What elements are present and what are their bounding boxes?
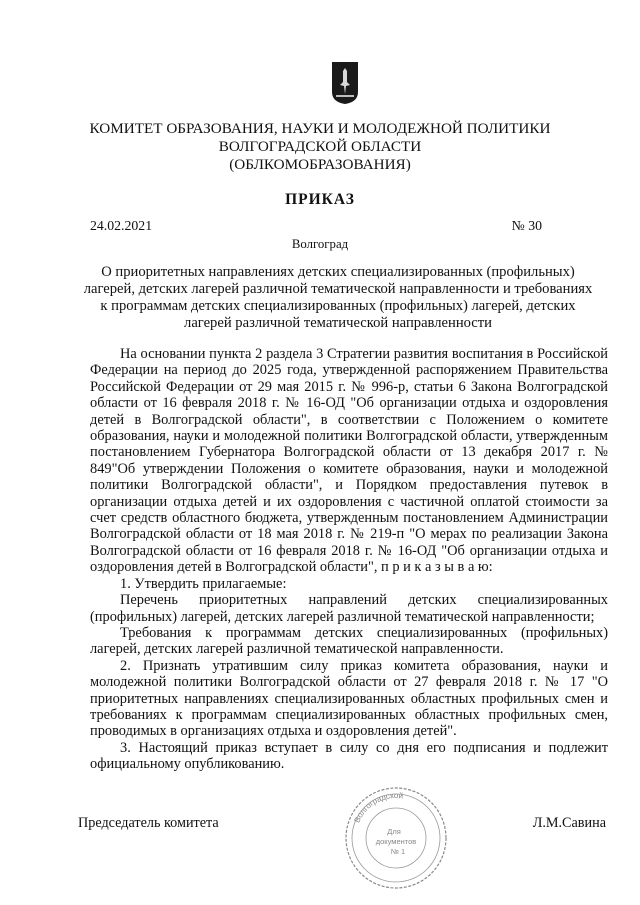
paragraph-list-1: Перечень приоритетных направлений детских специализированных (профильных) лагерей, детских лагерей различной тематической направленности; (90, 592, 608, 625)
paragraph-item-1: 1. Утвердить прилагаемые: (120, 575, 287, 592)
stamp-line2: документов (375, 837, 417, 846)
signatory-name: Л.М.Савина (532, 815, 606, 831)
stamp-ring-text: Волгоградской (352, 790, 404, 825)
coat-of-arms-icon (332, 62, 358, 104)
document-title-line: к программам детских специализированных (профильных) лагерей, детских (100, 298, 576, 314)
paragraph-item-2: 2. Признать утратившим силу приказ комитета образования, науки и молодежной политики Волгоградской области от 27 февраля 2018 г. № 17 "О приоритетных направлениях специализированных областных профильных смен и требованиях к программам специализированных областных профильных смен, проводимых в организациях отдыха и оздоровления детей". (90, 657, 608, 740)
official-stamp (342, 784, 450, 892)
paragraph-basis: На основании пункта 2 раздела 3 Стратегии развития воспитания в Российской Федерации на период до 2025 года, утвержденной распоряжением Правительства Российской Федерации от 29 мая 2015 г. № 996-р, статьи 6 Закона Волгоградской области от 16 февраля 2018 г. № 16-ОД "Об организации отдыха и оздоровления детей в Волгоградской области", в соответствии с Положением о комитете образования, науки и молодежной политики Волгоградской области, утвержденным постановлением Губернатора Волгоградской области от 13 декабря 2017 г. № 849"Об утверждении Положения о комитете образования, науки и молодежной политики Волгоградской области", и Порядком предоставления путевок в организации отдыха детей и их оздоровления с частичной оплатой стоимости за счет средств областного бюджета, утвержденным постановлением Администрации Волгоградской области от 18 мая 2018 г. № 219-п "О мерах по реализации Закона Волгоградской области от 16 февраля 2018 г. № 16-ОД "Об организации отдыха и оздоровления детей в Волгоградской области", п р и к а з ы в а ю: (90, 346, 608, 576)
document-title-line: О приоритетных направлениях детских специализированных (профильных) (101, 264, 575, 280)
committee-name-line2: ВОЛГОГРАДСКОЙ ОБЛАСТИ (218, 138, 422, 155)
document-city: Волгоград (291, 237, 349, 251)
document-number: № 30 (511, 218, 542, 233)
paragraph-list-2: Требования к программам детских специализированных (профильных) лагерей, детских лагерей различной тематической направленности. (90, 624, 608, 658)
committee-abbreviation: (ОБЛКОМОБРАЗОВАНИЯ) (229, 156, 411, 173)
committee-name-line1: КОМИТЕТ ОБРАЗОВАНИЯ, НАУКИ И МОЛОДЕЖНОЙ ПОЛИТИКИ (89, 120, 551, 137)
stamp-line1: Для (387, 827, 401, 836)
document-title-line: лагерей, детских лагерей различной тематической направленности и требованиях (83, 281, 593, 297)
document-body (90, 346, 608, 773)
document-date: 24.02.2021 (90, 218, 153, 233)
stamp-line3: № 1 (390, 847, 406, 856)
document-type: ПРИКАЗ (285, 191, 355, 208)
paragraph-item-3: 3. Настоящий приказ вступает в силу со дня его подписания и подлежит официальному опубликованию. (90, 739, 608, 773)
signatory-position: Председатель комитета (78, 815, 219, 831)
document-title-line: лагерей различной тематической направленности (184, 315, 492, 331)
